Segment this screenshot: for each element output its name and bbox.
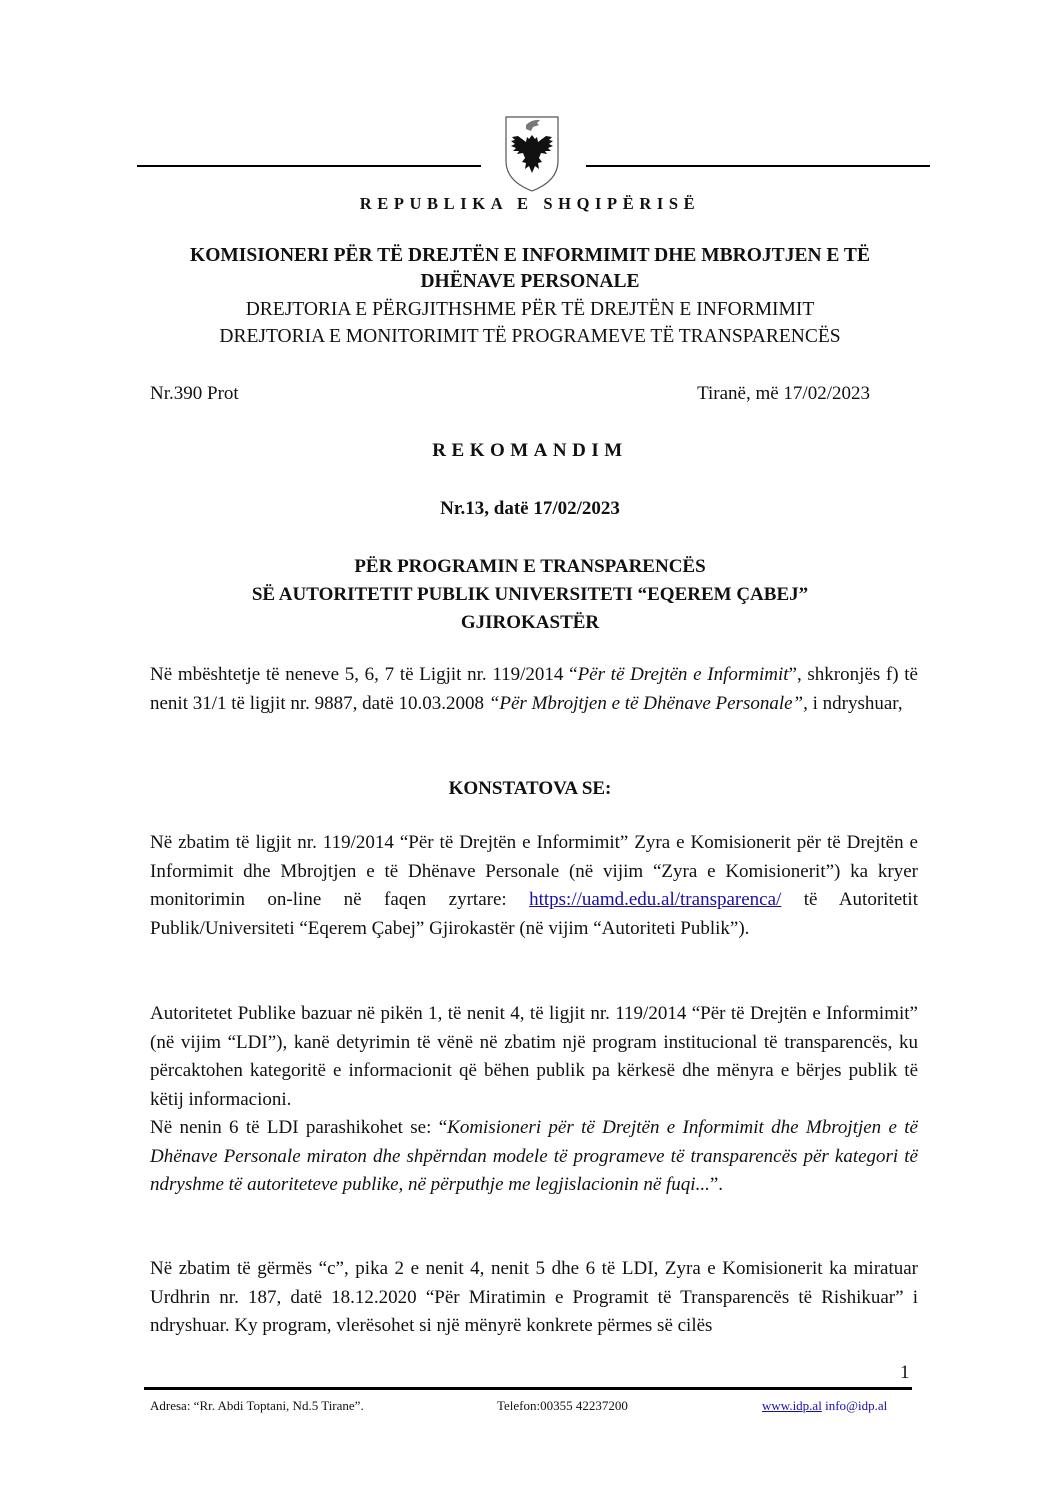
website-link[interactable]: www.idp.al bbox=[762, 1398, 822, 1413]
text: Në mbështetje të neneve 5, 6, 7 të Ligjit nr. 119/2014 “ bbox=[150, 664, 578, 685]
document-subject bbox=[140, 553, 920, 637]
organization-name bbox=[140, 243, 920, 295]
law-title: “Për Mbrojtjen e të Dhënave Personale”, bbox=[488, 692, 808, 714]
text: Në zbatim të ligjit nr. 119/2014 “Për të Drejtën e Informimit” Zyra e Komisionerit për të Drejtën e Informimit dhe Mbrojtjen e të Dhënave Personale (në vijim “Zyra e Komisionerit”) ka kryer monitorimin on-line në faqen zyrtare: bbox=[150, 832, 918, 910]
footer-phone: Telefon:00355 42237200 bbox=[497, 1398, 628, 1413]
subject-line3: GJIROKASTËR bbox=[460, 612, 600, 633]
department-names bbox=[140, 296, 920, 350]
obligation-paragraph: Autoritetet Publike bazuar në pikën 1, të nenit 4, të ligjit nr. 119/2014 “Për të Drejtën e Informimit” (në vijim “LDI”), kanë detyrimin të vënë në zbatim një program institucional të transparencës, ku përcaktohen kategoritë e informacionit që bëhen publik pa kërkesë dhe mënyra e bërjes publik të këtij informacioni. bbox=[150, 1003, 918, 1110]
place-date: Tiranë, më 17/02/2023 bbox=[697, 383, 870, 404]
department-line2: DREJTORIA E MONITORIMIT TË PROGRAMEVE TË TRANSPARENCËS bbox=[219, 326, 841, 347]
subject-line2: SË AUTORITETIT PUBLIK UNIVERSITETI “EQEREM ÇABEJ” bbox=[251, 584, 809, 605]
albania-coat-of-arms-icon bbox=[500, 113, 564, 193]
department-line1: DREJTORIA E PËRGJITHSHME PËR TË DREJTËN E INFORMIMIT bbox=[245, 299, 815, 320]
organization-name-line2: DHËNAVE PERSONALE bbox=[420, 271, 640, 292]
republic-title: REPUBLIKA E SHQIPËRISË bbox=[359, 194, 701, 213]
organization-name-line1: KOMISIONERI PËR TË DREJTËN E INFORMIMIT DHE MBROJTJEN E TË bbox=[190, 245, 870, 266]
footer-contacts bbox=[762, 1398, 887, 1414]
transparency-program-link[interactable]: https://uamd.edu.al/transparenca/ bbox=[529, 889, 782, 910]
section-heading: KONSTATOVA SE: bbox=[448, 778, 612, 799]
subject-line1: PËR PROGRAMIN E TRANSPARENCËS bbox=[354, 556, 706, 577]
protocol-number: Nr.390 Prot bbox=[150, 383, 239, 404]
text: ”. bbox=[709, 1174, 724, 1195]
article6-paragraph bbox=[150, 1114, 918, 1200]
text: Në nenin 6 të LDI parashikohet se: “ bbox=[150, 1117, 448, 1138]
email-link[interactable]: info@idp.al bbox=[825, 1398, 888, 1413]
recommendation-number: Nr.13, datë 17/02/2023 bbox=[440, 498, 620, 519]
header-rule-left bbox=[137, 165, 481, 167]
page-number: 1 bbox=[900, 1362, 910, 1383]
monitoring-paragraph bbox=[150, 829, 918, 943]
header-rule-right bbox=[586, 165, 930, 167]
footer-rule bbox=[144, 1387, 912, 1390]
text: i ndryshuar, bbox=[807, 692, 903, 714]
law-title: Për të Drejtën e Informimit bbox=[577, 664, 789, 685]
text: ”, shkronjës f) të nenit 31/1 të ligjit nr. 9887, datë 10.03.2008 bbox=[150, 664, 918, 714]
document-heading: REKOMANDIM bbox=[432, 440, 628, 461]
footer-address: Adresa: “Rr. Abdi Toptani, Nd.5 Tirane”. bbox=[150, 1398, 364, 1413]
legal-basis-paragraph bbox=[150, 661, 918, 718]
quoted-law: Komisioneri për të Drejtën e Informimit dhe Mbrojtjen e të Dhënave Personale miraton dhe shpërndan modele të programeve të transparencës për kategori të ndryshme të autoriteteve publike, në përputhje me legjislacionin në fuqi... bbox=[150, 1117, 918, 1195]
text: të Autoritetit Publik/Universiteti “Eqerem Çabej” Gjirokastër (në vijim “Autoriteti Publik”). bbox=[150, 889, 918, 939]
order-paragraph: Në zbatim të gërmës “c”, pika 2 e nenit 4, nenit 5 dhe 6 të LDI, Zyra e Komisionerit ka miratuar Urdhrin nr. 187, datë 18.12.2020 “Për Miratimin e Programit të Transparencës të Rishikuar” i ndryshuar. Ky program, vlerësohet si një mënyrë konkrete përmes së cilës bbox=[150, 1258, 918, 1336]
